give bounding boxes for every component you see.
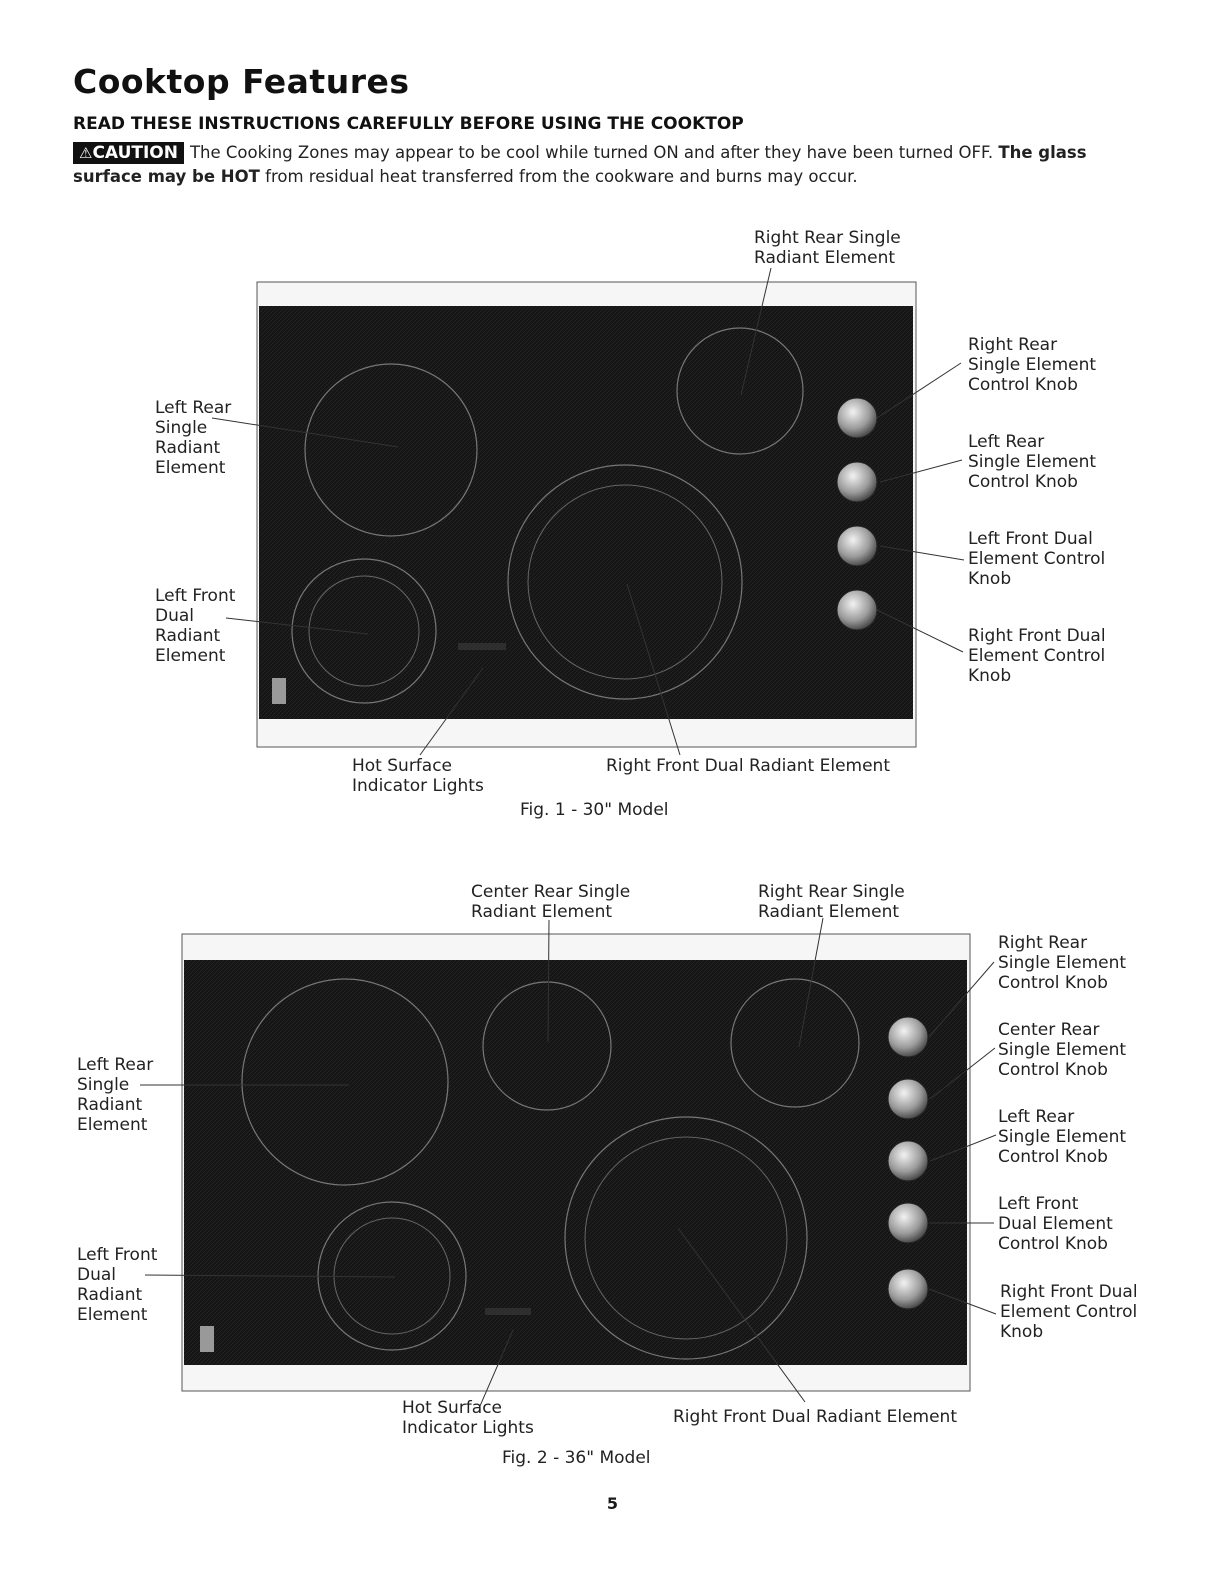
fig1-caption: Fig. 1 - 30" Model <box>520 800 669 820</box>
page-title: Cooktop Features <box>73 62 410 101</box>
caution-badge: ⚠CAUTION <box>73 142 184 164</box>
warning-triangle-icon: ⚠ <box>79 144 93 162</box>
fig1-label-right-rear-element: Right Rear Single Radiant Element <box>754 228 901 268</box>
fig1-label-right-rear-knob: Right Rear Single Element Control Knob <box>968 335 1097 395</box>
fig1-hot-surface-lights <box>458 643 506 650</box>
fig1-label-left-rear-knob: Left Rear Single Element Control Knob <box>968 432 1097 492</box>
caution-text-2: from residual heat transferred from the cookware and burns may occur. <box>265 167 858 186</box>
fig2-label-center-rear-knob: Center Rear Single Element Control Knob <box>998 1020 1127 1080</box>
instructions-heading: READ THESE INSTRUCTIONS CAREFULLY BEFORE USING THE COOKTOP <box>73 114 744 134</box>
figure2-cooktop <box>140 918 996 1406</box>
fig2-label-left-rear-element: Left Rear Single Radiant Element <box>77 1055 154 1135</box>
fig2-label-left-front-knob: Left Front Dual Element Control Knob <box>998 1194 1113 1254</box>
fig2-label-center-rear-element: Center Rear Single Radiant Element <box>471 882 631 922</box>
fig2-caption: Fig. 2 - 36" Model <box>502 1448 651 1468</box>
fig2-label-left-front-element: Left Front Dual Radiant Element <box>77 1245 158 1325</box>
caution-text-1: The Cooking Zones may appear to be cool while turned ON and after they have been turned OFF. <box>189 143 994 162</box>
fig2-label-hot-surface: Hot Surface Indicator Lights <box>402 1398 534 1438</box>
fig2-brand-logo <box>200 1326 214 1352</box>
fig2-hot-surface-lights <box>485 1308 531 1315</box>
fig1-brand-logo <box>272 678 286 704</box>
fig2-label-right-front-knob: Right Front Dual Element Control Knob <box>1000 1282 1138 1342</box>
fig1-label-left-rear-element: Left Rear Single Radiant Element <box>155 398 232 478</box>
caution-bold-text: The glass surface may be HOT <box>73 143 1087 186</box>
fig2-label-right-rear-knob: Right Rear Single Element Control Knob <box>998 933 1127 993</box>
fig1-label-left-front-knob: Left Front Dual Element Control Knob <box>968 529 1106 589</box>
fig2-label-left-rear-knob: Left Rear Single Element Control Knob <box>998 1107 1127 1167</box>
fig1-label-right-front-element: Right Front Dual Radiant Element <box>606 756 890 776</box>
fig1-label-left-front-element: Left Front Dual Radiant Element <box>155 586 236 666</box>
fig2-label-right-front-element: Right Front Dual Radiant Element <box>673 1407 957 1427</box>
fig1-label-right-front-knob: Right Front Dual Element Control Knob <box>968 626 1106 686</box>
fig1-label-hot-surface: Hot Surface Indicator Lights <box>352 756 484 796</box>
figure1-cooktop <box>212 268 964 755</box>
fig2-label-right-rear-element: Right Rear Single Radiant Element <box>758 882 905 922</box>
page-number: 5 <box>606 1494 619 1513</box>
